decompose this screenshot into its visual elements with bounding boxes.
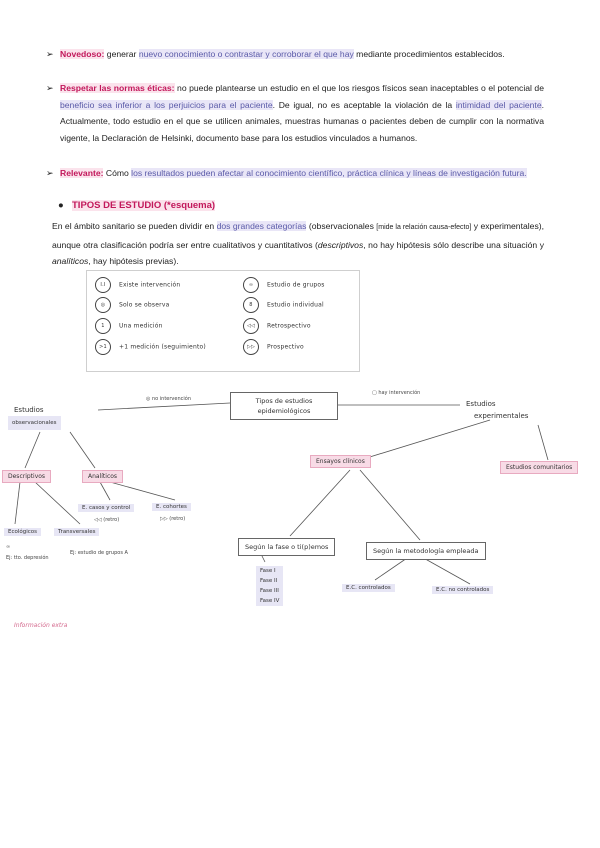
arrow-bullet-icon: ➢ [46, 83, 54, 93]
center-line-1: Tipos de estudios [255, 397, 313, 405]
comunitarios-node: Estudios comunitarios [500, 461, 578, 474]
transversales-node: Transversales [54, 528, 99, 536]
highlight: nuevo conocimiento o contrastar y corroborar el que hay [138, 49, 354, 59]
intervention-icon: ▢ [372, 390, 377, 396]
intro-note: [mide la relación causa-efecto] [376, 224, 472, 231]
fase-item: Fase III [256, 586, 283, 596]
segun-fase-node: Según la fase o ti(p)emos [238, 538, 335, 556]
bullet-head: Respetar las normas éticas: [60, 83, 175, 93]
bullet-text: . De igual, no es aceptable la violación de la [272, 99, 456, 110]
fase-item: Fase IV [256, 596, 283, 606]
highlight: los resultados pueden afectar al conocimiento científico, práctica clínica y líneas de investigación futura. [131, 168, 527, 178]
transversales-note: Ej: estudio de grupos A [70, 550, 128, 556]
observational-line-1: Estudios [14, 406, 44, 414]
analiticos-node: Analíticos [82, 470, 123, 483]
intro-italic: descriptivos [317, 239, 364, 250]
experimental-line-2: experimentales [474, 412, 529, 420]
intro-text: y experimentales), aunque otra clasificación podría ser entre cualitativos y cuantitativos ( [52, 221, 544, 250]
edge-label: hay intervención [378, 390, 421, 396]
intro-text: , hay hipótesis previas). [88, 256, 179, 266]
bullet-head: Relevante: [60, 168, 104, 178]
arrow-bullet-icon: ➢ [46, 168, 54, 178]
segun-metodologia-node: Según la metodología empleada [366, 542, 486, 560]
prospective-icon: ▷▷ [243, 339, 259, 355]
ensayos-clinicos-node: Ensayos clínicos [310, 455, 371, 468]
observational-node [8, 404, 61, 430]
intro-text: , no hay hipótesis sólo describe una situación y [363, 239, 544, 250]
individual-icon: 8 [243, 297, 259, 313]
highlight: intimidad del paciente [455, 99, 542, 110]
legend-label: +1 medición (seguimiento) [119, 343, 206, 351]
cohortes-node: E. cohortes [152, 503, 191, 511]
highlight: beneficio sea inferior a los perjuicios para el paciente [60, 99, 273, 110]
cohortes-note: ▷▷ (retro) [160, 516, 186, 522]
observational-line-2: observacionales [8, 416, 61, 430]
edge-label: no intervención [151, 396, 192, 402]
intervention-icon: I.I [95, 277, 111, 293]
legend-label: Solo se observa [119, 301, 170, 309]
fase-item: Fase I [256, 566, 283, 576]
eye-icon: ◎ [146, 396, 151, 402]
arrow-bullet-icon: ➢ [46, 49, 54, 59]
bullet-text: Cómo [103, 168, 132, 178]
descriptivos-node: Descriptivos [2, 470, 51, 483]
experimental-line-1: Estudios [466, 400, 496, 408]
bullet-text: generar [104, 49, 139, 59]
single-measure-icon: 1 [95, 318, 111, 334]
legend-label: Existe intervención [119, 281, 181, 289]
bullet-head: Novedoso: [60, 49, 105, 59]
dot-bullet-icon: ● [58, 200, 64, 211]
intro-text: En el ámbito sanitario se pueden dividir en [52, 221, 217, 231]
ecologicos-note: Ej: tto. depresión [6, 555, 49, 561]
no-intervention-label [146, 396, 191, 402]
intro-italic: analíticos [52, 256, 89, 266]
bullet-text: no puede plantearse un estudio en el que los riesgos físicos sean inaceptables o el potencial de [174, 83, 544, 93]
casos-control-note: ◁◁ (retro) [94, 517, 120, 523]
highlight: dos grandes categorías [216, 221, 307, 231]
ec-controlados-node: E.C. controlados [342, 584, 395, 592]
fases-list [256, 566, 283, 606]
intervention-label [372, 390, 420, 396]
intro-text: (observacionales [306, 221, 377, 231]
legend-label: Estudio individual [267, 301, 324, 309]
ec-no-controlados-node: E.C. no controlados [432, 586, 493, 594]
fase-item: Fase II [256, 576, 283, 586]
retrospective-icon: ◁◁ [243, 318, 259, 334]
group-icon: ∞ [6, 544, 11, 550]
legend-label: Prospectivo [267, 343, 304, 351]
bullet-text: mediante procedimientos establecidos. [353, 49, 505, 59]
legend-label: Estudio de grupos [267, 281, 325, 289]
group-icon: ∞ [243, 277, 259, 293]
eye-icon: ◎ [95, 297, 111, 313]
section-title-text: TIPOS DE ESTUDIO (*esquema) [72, 200, 216, 211]
casos-control-node: E. casos y control [78, 504, 134, 512]
legend-label: Una medición [119, 322, 163, 330]
bullet-text: . Actualmente, todo estudio en el que se utilicen animales, muestras humanas o pacientes deben de cumplir con la normativa vigente, la Declaración de Helsinki, documento base para los estudios vinculados a humanos. [60, 99, 544, 143]
ecologicos-node: Ecológicos [4, 528, 41, 536]
multi-measure-icon: >1 [95, 339, 111, 355]
legend-label: Retrospectivo [267, 322, 311, 330]
map-center-node [230, 392, 338, 420]
experimental-node [466, 398, 528, 422]
footnote-text: Información extra [14, 622, 68, 629]
center-line-2: epidemiológicos [257, 407, 311, 415]
